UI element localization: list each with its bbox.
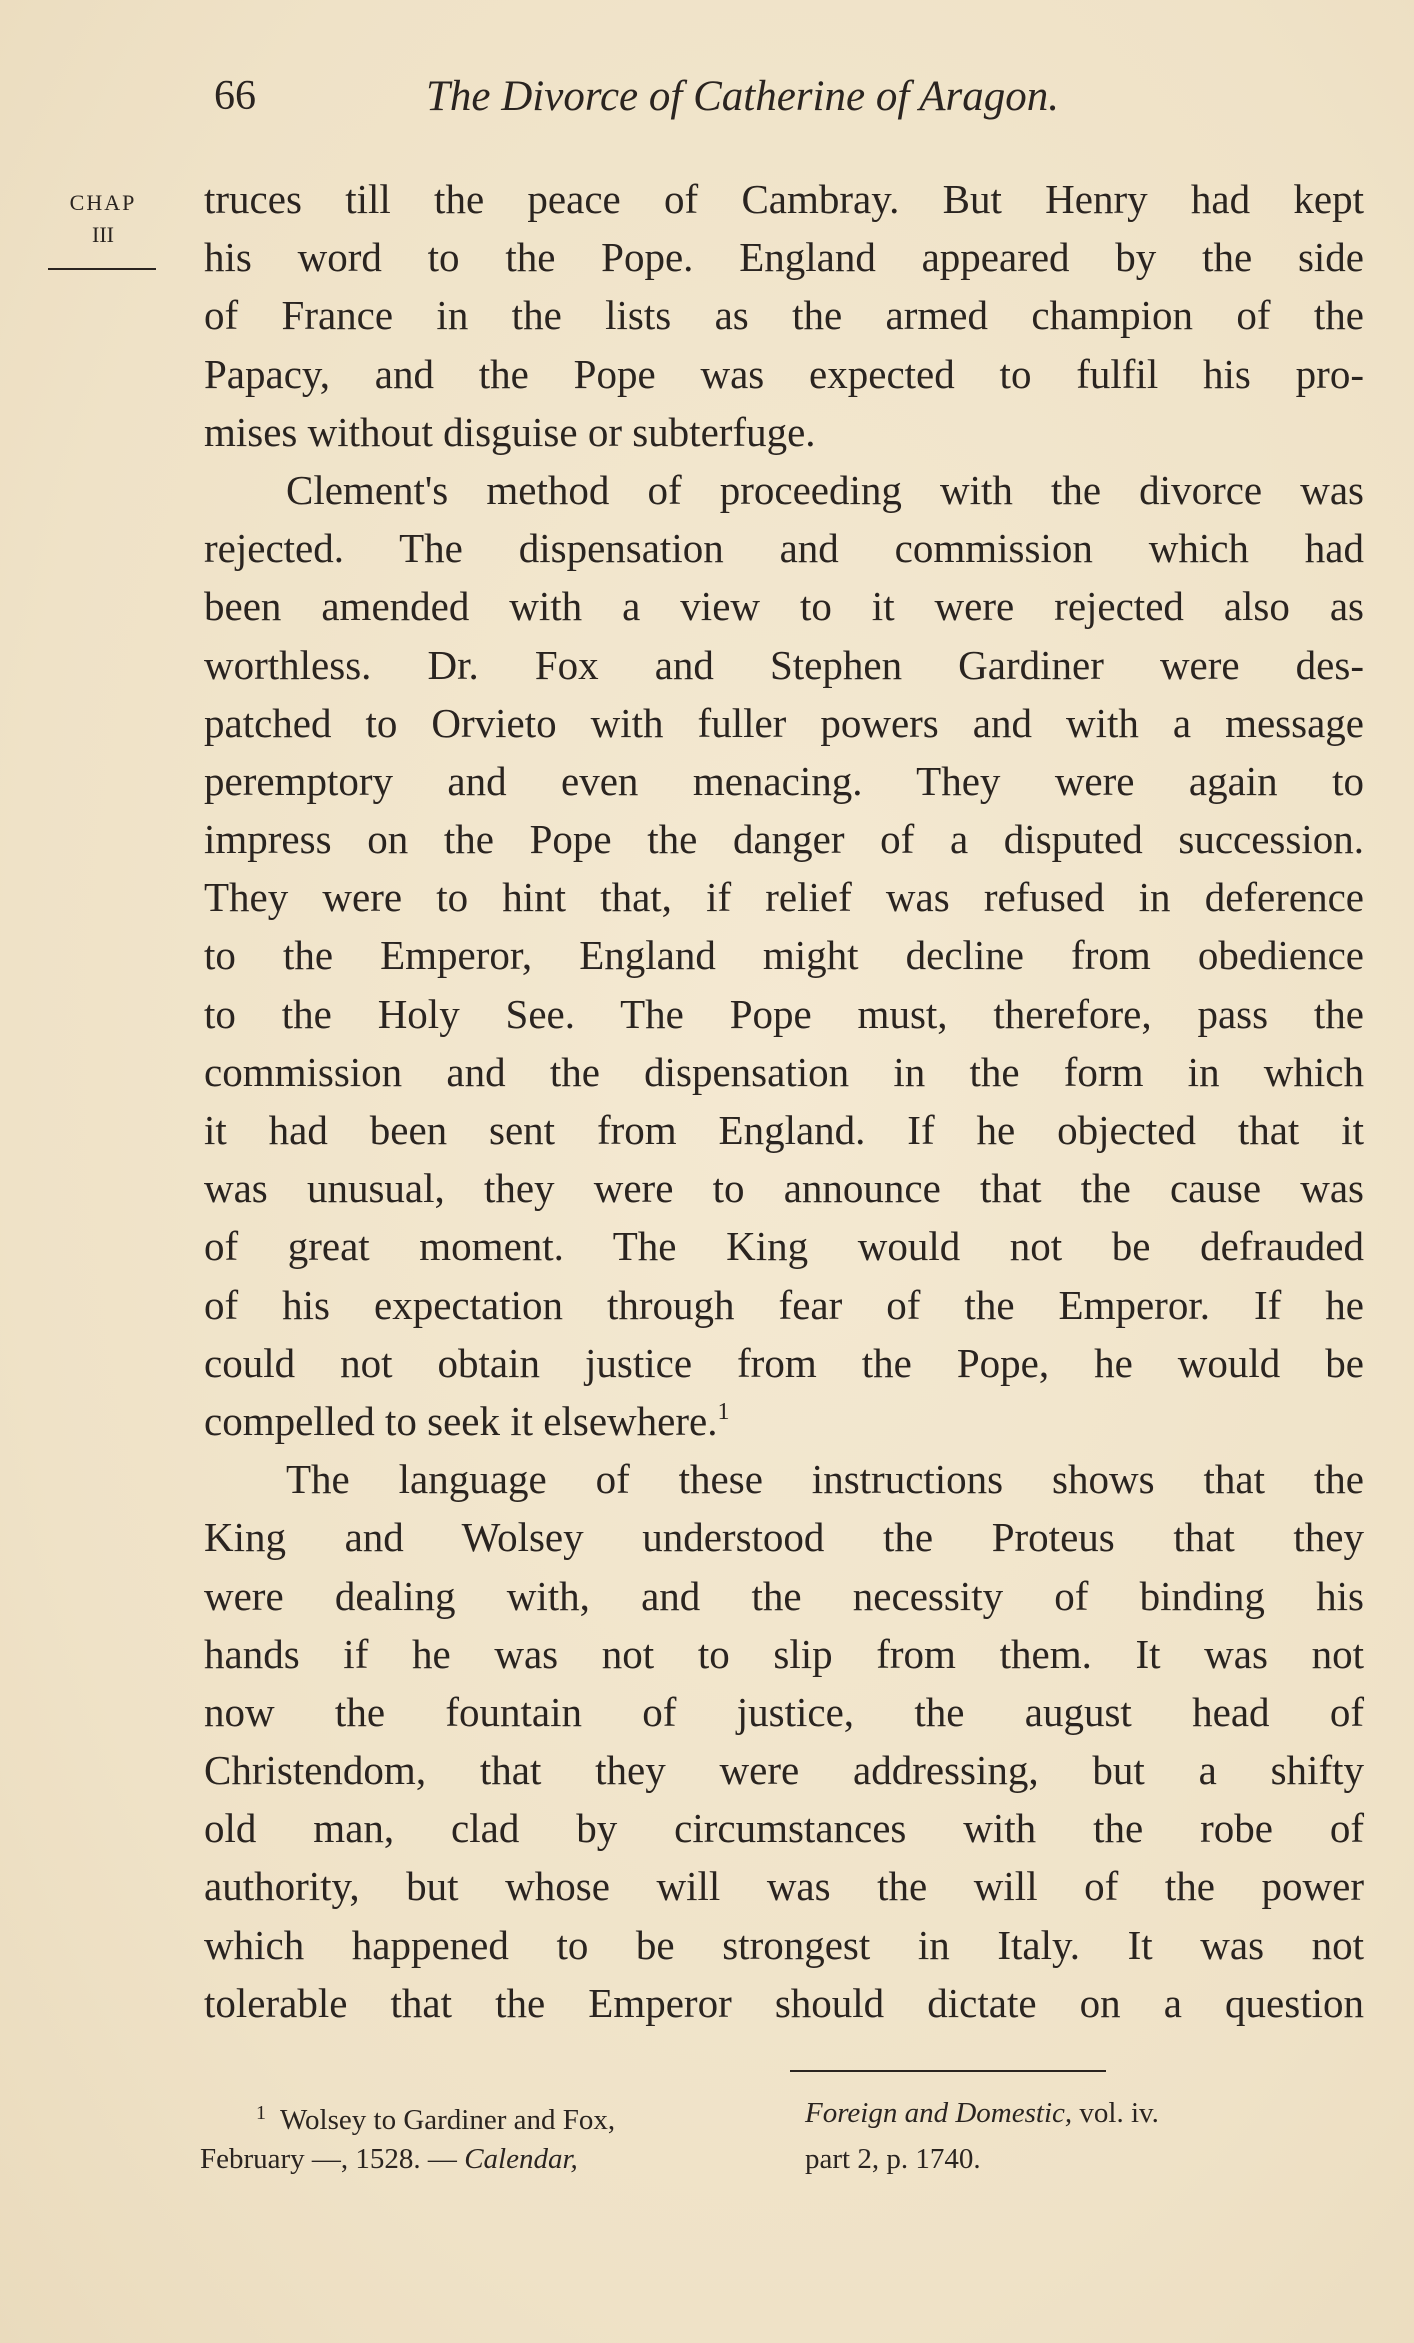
- text-line: Clement's method of proceeding with the divorce was: [286, 466, 1364, 513]
- footnote-mark: 1: [256, 2102, 266, 2124]
- footnote-part: part 2, p. 1740.: [805, 2143, 981, 2175]
- footnote-source: [200, 2090, 805, 2136]
- footnote-rule: [790, 2070, 1106, 2072]
- chapter-number: III: [92, 222, 114, 247]
- text-line: to the Emperor, England might decline from obedience: [204, 932, 1364, 979]
- running-header: [214, 72, 1174, 132]
- text-line: impress on the Pope the danger of a disputed succession.: [204, 816, 1364, 863]
- footnote-text: Wolsey to Gardiner and Fox,: [280, 2104, 616, 2136]
- text-line: tolerable that the Emperor should dictate on a question: [204, 1979, 1364, 2026]
- footnote-volume: vol. iv.: [1079, 2097, 1159, 2129]
- text-line: it had been sent from England. If he objected that it: [204, 1107, 1364, 1153]
- text-line: of his expectation through fear of the Emperor. If he: [204, 1281, 1364, 1328]
- text-line: Christendom, that they were addressing, but a shifty: [204, 1747, 1364, 1794]
- footnote-calendar-title: Foreign and Domestic,: [805, 2097, 1073, 2129]
- text-line: truces till the peace of Cambray. But Henry had kept: [204, 176, 1364, 222]
- text-line: of great moment. The King would not be defrauded: [204, 1223, 1364, 1270]
- text-line: which happened to be strongest in Italy. It was not: [204, 1921, 1364, 1968]
- text-line: The language of these instructions shows that the: [286, 1456, 1364, 1503]
- text-line: Papacy, and the Pope was expected to fulfil his pro-: [204, 350, 1364, 397]
- chapter-label: CHAP: [69, 190, 137, 215]
- text-line: worthless. Dr. Fox and Stephen Gardiner were des-: [204, 641, 1364, 688]
- footnote-reference-text: [805, 2090, 1364, 2136]
- text-line: mises without disguise or subterfuge.: [204, 408, 816, 455]
- footnote-line-2: [200, 2136, 1364, 2182]
- text-line: rejected. The dispensation and commission which had: [204, 525, 1364, 572]
- footnote-calendar-label: Calendar,: [464, 2143, 578, 2175]
- text-line: his word to the Pope. England appeared by the side: [204, 234, 1364, 281]
- body-text: [204, 170, 1364, 2032]
- text-line: hands if he was not to slip from them. It was not: [204, 1630, 1364, 1677]
- text-line: old man, clad by circumstances with the robe of: [204, 1805, 1364, 1852]
- footnote-line-1: [200, 2090, 1364, 2136]
- page-number: 66: [214, 73, 256, 119]
- text-line: been amended with a view to it were rejected also as: [204, 583, 1364, 630]
- text-line: authority, but whose will was the will of the power: [204, 1863, 1364, 1910]
- footnote-date: [200, 2136, 805, 2182]
- text-line: commission and the dispensation in the form in which: [204, 1048, 1364, 1095]
- chapter-margin-note: [48, 190, 158, 270]
- running-title: The Divorce of Catherine of Aragon.: [426, 73, 1059, 120]
- text-line: of France in the lists as the armed champion of the: [204, 292, 1364, 339]
- margin-rule: [48, 268, 156, 270]
- text-line: were dealing with, and the necessity of binding his: [204, 1572, 1364, 1619]
- text-line-with-footnote: [204, 1392, 1364, 1450]
- text-line: peremptory and even menacing. They were again to: [204, 757, 1364, 804]
- text-line: to the Holy See. The Pope must, therefore, pass the: [204, 990, 1364, 1037]
- footnote-reference: 1: [717, 1398, 730, 1425]
- text-line: was unusual, they were to announce that the cause was: [204, 1165, 1364, 1212]
- footnote: [200, 2090, 1364, 2182]
- text-line: patched to Orvieto with fuller powers and with a message: [204, 699, 1364, 746]
- text-line: could not obtain justice from the Pope, he would be: [204, 1339, 1364, 1386]
- text-line: now the fountain of justice, the august head of: [204, 1688, 1364, 1735]
- text-line: They were to hint that, if relief was refused in deference: [204, 874, 1364, 921]
- text-line: compelled to seek it elsewhere.: [204, 1397, 718, 1444]
- footnote-date-text: February —, 1528. —: [200, 2143, 457, 2175]
- text-line: King and Wolsey understood the Proteus that they: [204, 1514, 1364, 1561]
